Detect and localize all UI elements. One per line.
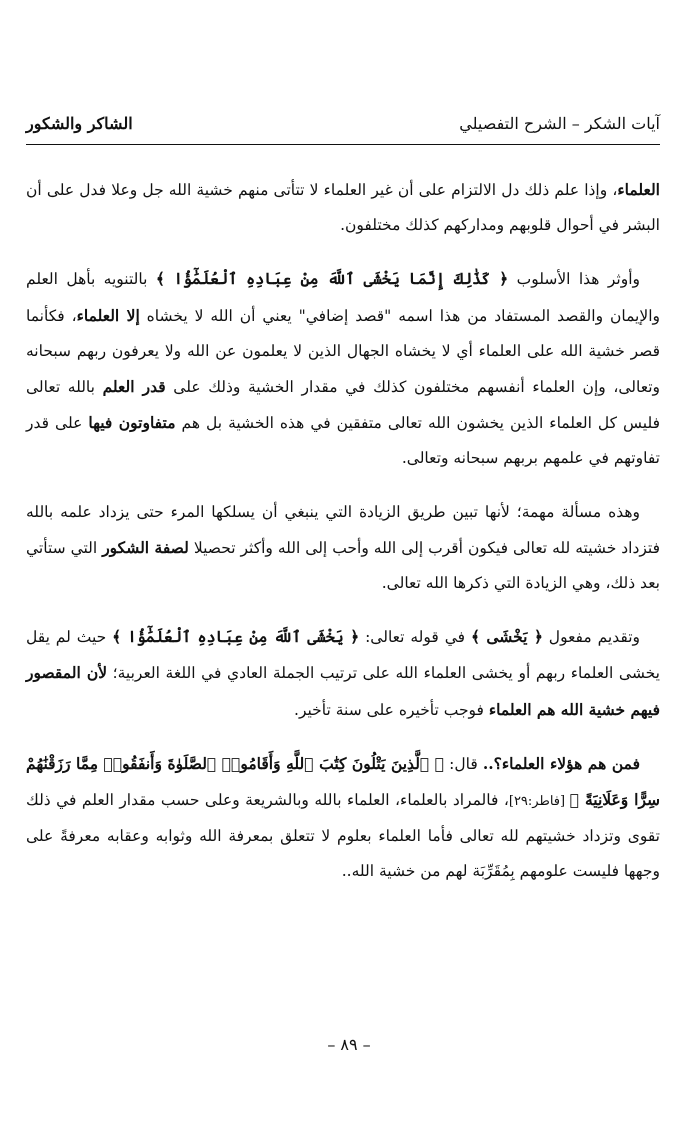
text-run: بالله تعالى فليس كل العلماء الذين يخشون الله تعالى متفقين في هذه الخشية بل هم: [26, 378, 660, 433]
text-run: بالتنويه بأهل العلم والإيمان والقصد المستفاد من هذا اسمه "قصد إضافي" يعني أن الله لا يخشاه: [26, 270, 660, 325]
text-run: ، فالمراد بالعلماء، العلماء بالله وبالشريعة وعلى حسب مقدار العلم في ذلك تقوى وتزداد خشيتهم لله تعالى فأما العلماء بعلوم لا تتعلق بمعرفة الله وثوابه وعقابه معرفةً على وجهها فليست علومهم بِمُقَرِّبَة لهم من خشية الله..: [26, 791, 660, 881]
text-run: على قدر تفاوتهم في علمهم بربهم سبحانه وتعالى.: [26, 414, 660, 468]
running-header: [26, 112, 660, 145]
text-run: وتقديم مفعول: [542, 628, 640, 647]
paragraph-2: [26, 261, 660, 476]
header-section-title: الشاكر والشكور: [26, 114, 133, 133]
text-run: وأوثر هذا الأسلوب: [508, 270, 641, 289]
quran-word: ﴿ يَخْشَى ﴾: [470, 627, 543, 647]
page-body: [26, 172, 660, 908]
paragraph-1: [26, 172, 660, 243]
quran-verse: ﴿ كَذَٰلِكَ إِنَّمَا يَخْشَى ٱللَّهَ مِنْ عِبَادِهِ ٱلْعُلَمَٰٓؤُا ﴾: [155, 269, 509, 289]
text-run: ، وإذا علم ذلك دل الالتزام على أن غير العلماء لا تتأتى منهم خشية الله جل وعلا فدل على أن البشر في أحوال قلوبهم ومداركهم كذلك مختلفون.: [26, 181, 660, 235]
paragraph-3: [26, 495, 660, 602]
bold-term: إلا العلماء: [76, 305, 140, 325]
paragraph-5: [26, 746, 660, 890]
bold-term: قدر العلم: [102, 377, 166, 397]
page-number: – ٨٩ –: [327, 1035, 371, 1054]
text-run: التي ستأتي بعد ذلك، وهي الزيادة التي ذكرها الله تعالى.: [26, 538, 660, 593]
bold-term: لأن المقصور فيهم خشية الله هم العلماء: [26, 663, 660, 719]
bold-term: متفاوتون فيها: [88, 413, 176, 433]
verse-reference: [فاطر:٢٩]: [508, 794, 570, 810]
text-run: قال:: [444, 754, 483, 773]
quran-verse: ﴿ يَخْشَى ٱللَّهَ مِنْ عِبَادِهِ ٱلْعُلَمَٰٓؤُا ﴾: [112, 627, 360, 647]
text-run: ، فكأنما قصر خشية الله على العلماء أي لا يخشاه الجهال الذين لا يعلمون عن الله ولا يعرفون ربهم سبحانه وتعالى، وإن العلماء أنفسهم مختلفون كذلك في مقدار الخشية وذلك على: [26, 306, 660, 397]
paragraph-4: [26, 619, 660, 728]
text-run: حيث لم يقل يخشى العلماء ربهم أو يخشى العلماء الله على ترتيب الجملة العادي في اللغة العربية؛: [26, 628, 660, 683]
text-run: وهذه مسألة مهمة؛ لأنها تبين طريق الزيادة التي ينبغي أن يسلكها المرء حتى يزداد علمه بالله فتزداد خشيته لله تعالى فيكون أقرب إلى الله وأحب إلى الله وأكثر تحصيلا: [26, 502, 661, 557]
text-run: في قوله تعالى:: [359, 628, 471, 647]
text-run: فوجب تأخيره على سنة تأخير.: [294, 700, 489, 719]
header-book-title: آيات الشكر – الشرح التفصيلي: [459, 114, 660, 133]
bold-question: فمن هم هؤلاء العلماء؟..: [482, 753, 640, 773]
bold-term: لصفة الشكور: [102, 537, 189, 557]
quran-verse: ﴿ ٱلَّذِينَ يَتْلُونَ كِتَٰبَ ٱللَّهِ وَأَقَامُوا۟ ٱلصَّلَوٰةَ وَأَنفَقُوا۟ مِمَّا رَزَقْنَٰهُمْ سِرًّا وَعَلَانِيَةً ﴾: [26, 753, 661, 810]
bold-term: العلماء: [617, 180, 660, 199]
